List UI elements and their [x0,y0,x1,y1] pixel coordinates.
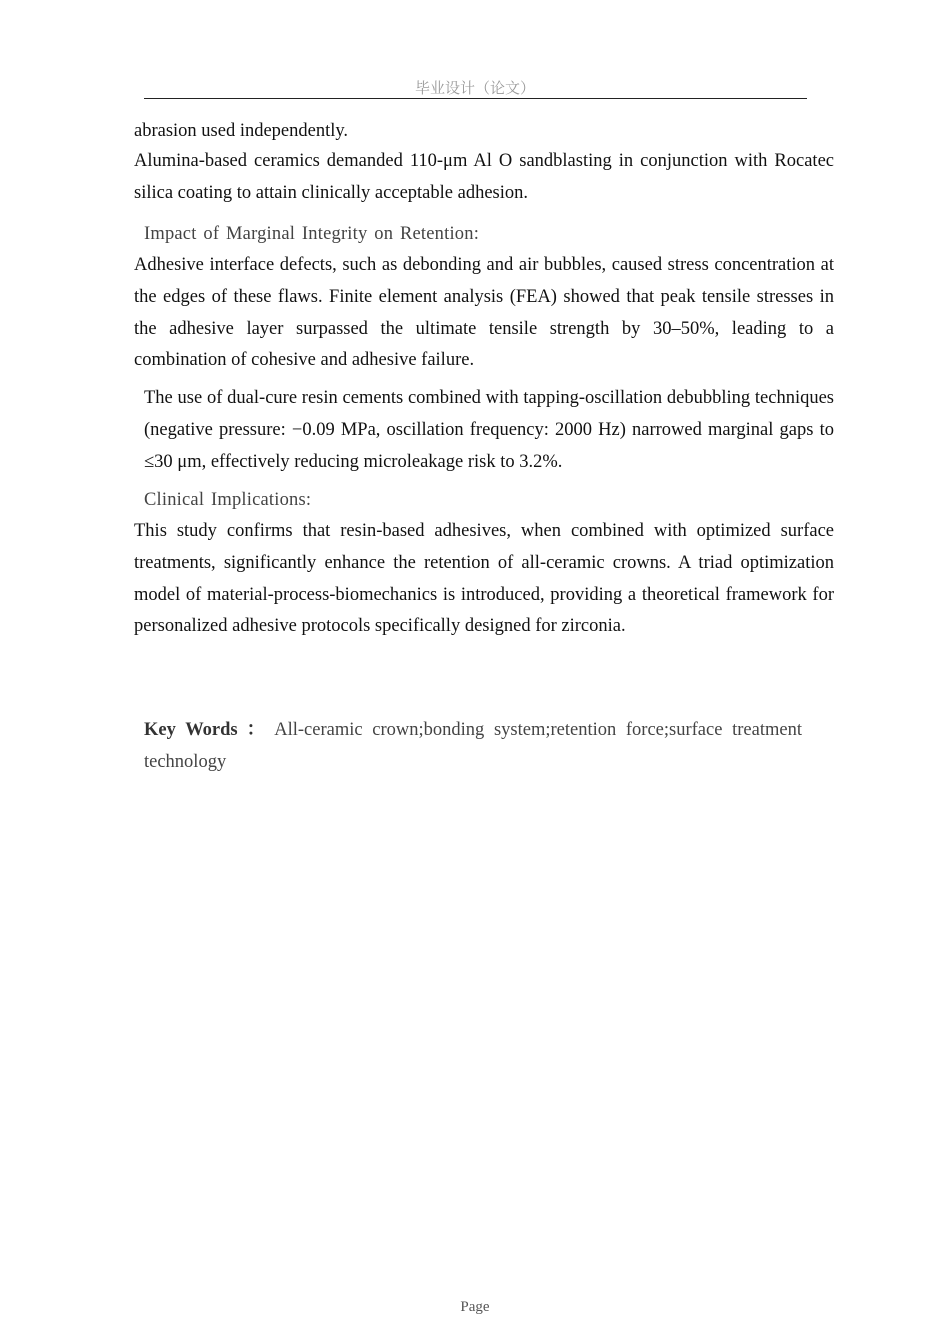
page-footer: Page [460,1299,490,1315]
keywords-text: All-ceramic crown;bonding system;retention force;surface treatment technology [144,720,802,772]
heading-clinical-implications: Clinical Implications: [144,490,312,510]
keywords-block [144,714,802,778]
heading-marginal-integrity: Impact of Marginal Integrity on Retention: [144,224,480,244]
paragraph-dual-cure: The use of dual-cure resin cements combined with tapping-oscillation debubbling techniques (negative pressure: −0.09 MPa, oscillation frequency: 2000 Hz) narrowed marginal gaps to ≤30 μm, effectively reducing microleakage risk to 3.2%. [144,388,834,472]
paragraph-alumina: Alumina-based ceramics demanded 110-μm Al O sandblasting in conjunction with Rocatec silica coating to attain clinically acceptable adhesion. [134,151,834,203]
paragraph-study-conclusion: This study confirms that resin-based adhesives, when combined with optimized surface treatments, significantly enhance the retention of all-ceramic crowns. A triad optimization model of material-process-biomechanics is introduced, providing a theoretical framework for personalized adhesive protocols specifically designed for zirconia. [134,521,834,637]
header-rule [144,98,807,99]
paragraph-abrasion: abrasion used independently. [134,121,349,141]
keywords-label: Key Words [144,720,238,740]
paragraph-interface-defects: Adhesive interface defects, such as debonding and air bubbles, caused stress concentration at the edges of these flaws. Finite element analysis (FEA) showed that peak tensile stresses in the adhesive layer surpassed the ultimate tensile strength by 30–50%, leading to a combination of cohesive and adhesive failure. [134,255,834,371]
keywords-separator: ： [241,720,271,740]
running-header: 毕业设计（论文） [414,81,535,97]
